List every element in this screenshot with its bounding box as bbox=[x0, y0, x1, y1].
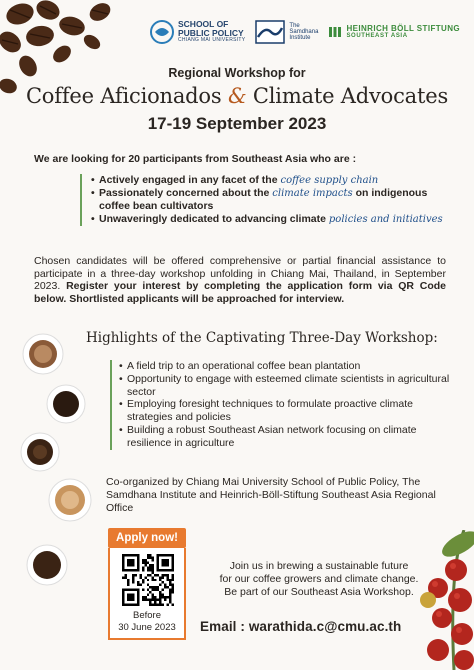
criteria-emphasis: climate impacts bbox=[272, 188, 353, 199]
criteria-item bbox=[91, 174, 454, 187]
criteria-text: Passionately concerned about the bbox=[99, 187, 273, 199]
criteria-emphasis: policies and initiatives bbox=[328, 214, 443, 225]
spp-name-line3: CHIANG MAI UNIVERSITY bbox=[178, 37, 246, 44]
title-part-coffee: Coffee Aficionados bbox=[25, 84, 222, 108]
assistance-text: Chosen candidates will be offered comprehensive or partial financial assistance to participate in a three-day workshop unfolding in Chiang Mai, Thailand, in September 2023. bbox=[34, 255, 446, 293]
criteria-item bbox=[91, 187, 454, 213]
criteria-text: Unwaveringly dedicated to advancing climate bbox=[99, 213, 329, 225]
join-line: Be part of our Southeast Asia Workshop. bbox=[224, 585, 414, 598]
coffee-cherries-image bbox=[394, 530, 474, 670]
contact-email[interactable]: Email : warathida.c@cmu.ac.th bbox=[200, 619, 402, 634]
highlights-list bbox=[110, 360, 454, 450]
header-subtitle: Regional Workshop for bbox=[168, 66, 306, 80]
hbs-logo bbox=[328, 25, 460, 40]
highlights-title: Highlights of the Captivating Three-Day Workshop: bbox=[86, 330, 438, 346]
deadline-label: Before bbox=[133, 610, 161, 621]
qr-panel bbox=[108, 548, 186, 640]
participants-intro: We are looking for 20 participants from Southeast Asia who are : bbox=[34, 153, 357, 165]
samdhana-name-line1: The bbox=[289, 22, 300, 29]
samdhana-name-line2: Samdhana bbox=[289, 28, 319, 35]
deadline-date: 30 June 2023 bbox=[118, 622, 176, 633]
coffee-cup-image bbox=[46, 384, 86, 424]
samdhana-emblem-icon bbox=[255, 20, 285, 44]
deadline bbox=[110, 610, 184, 634]
criteria-list bbox=[80, 174, 454, 226]
coffee-cup-image bbox=[20, 432, 60, 472]
title-part-climate: Climate Advocates bbox=[252, 84, 449, 108]
coffee-cup-image bbox=[22, 333, 64, 375]
coorganizers-text: Co-organized by Chiang Mai University School of Public Policy, The Samdhana Institute and Heinrich-Böll-Stiftung Southeast Asia Regional Office bbox=[106, 476, 436, 514]
qr-code-image[interactable] bbox=[122, 554, 174, 606]
spp-name-line1: SCHOOL OF bbox=[178, 19, 229, 30]
criteria-text: Actively engaged in any facet of the bbox=[99, 174, 281, 186]
samdhana-name-line3: Institute bbox=[289, 35, 311, 42]
criteria-item bbox=[91, 213, 454, 226]
title-ampersand: & bbox=[227, 84, 247, 108]
hbs-name-line2: SOUTHEAST ASIA bbox=[346, 33, 408, 40]
coffee-cup-image bbox=[26, 544, 68, 586]
join-line: Join us in brewing a sustainable future bbox=[229, 560, 409, 572]
poster-title bbox=[0, 84, 474, 108]
highlight-item: • Opportunity to engage with esteemed climate scientists in agricultural sector bbox=[119, 373, 454, 399]
register-instructions: Register your interest by completing the application form via QR Code below. Shortlisted applicants will be approached for interview. bbox=[34, 280, 446, 305]
join-line: for our coffee growers and climate change. bbox=[219, 572, 419, 585]
workshop-date: 17-19 September 2023 bbox=[147, 114, 327, 133]
assistance-paragraph bbox=[34, 255, 446, 305]
apply-now-button[interactable]: Apply now! bbox=[108, 528, 186, 548]
highlight-item: • Employing foresight techniques to formulate proactive climate strategies and policies bbox=[119, 398, 454, 424]
criteria-emphasis: coffee supply chain bbox=[280, 175, 379, 186]
highlight-item: • A field trip to an operational coffee bean plantation bbox=[119, 360, 454, 373]
spp-emblem-icon bbox=[150, 20, 174, 44]
hbs-emblem-icon bbox=[328, 25, 342, 39]
coffee-cup-image bbox=[48, 478, 92, 522]
highlight-item: • Building a robust Southeast Asian network focusing on climate resilience in agriculture bbox=[119, 424, 454, 450]
hbs-name-line1: HEINRICH BÖLL STIFTUNG bbox=[346, 23, 460, 33]
spp-name-line2: PUBLIC POLICY bbox=[178, 28, 244, 39]
samdhana-logo bbox=[255, 20, 318, 44]
spp-logo bbox=[150, 20, 245, 44]
criteria-tail: on indigenous coffee bean cultivators bbox=[99, 187, 428, 212]
partner-logos bbox=[150, 12, 466, 52]
join-message bbox=[194, 560, 444, 598]
poster-header bbox=[0, 66, 474, 134]
